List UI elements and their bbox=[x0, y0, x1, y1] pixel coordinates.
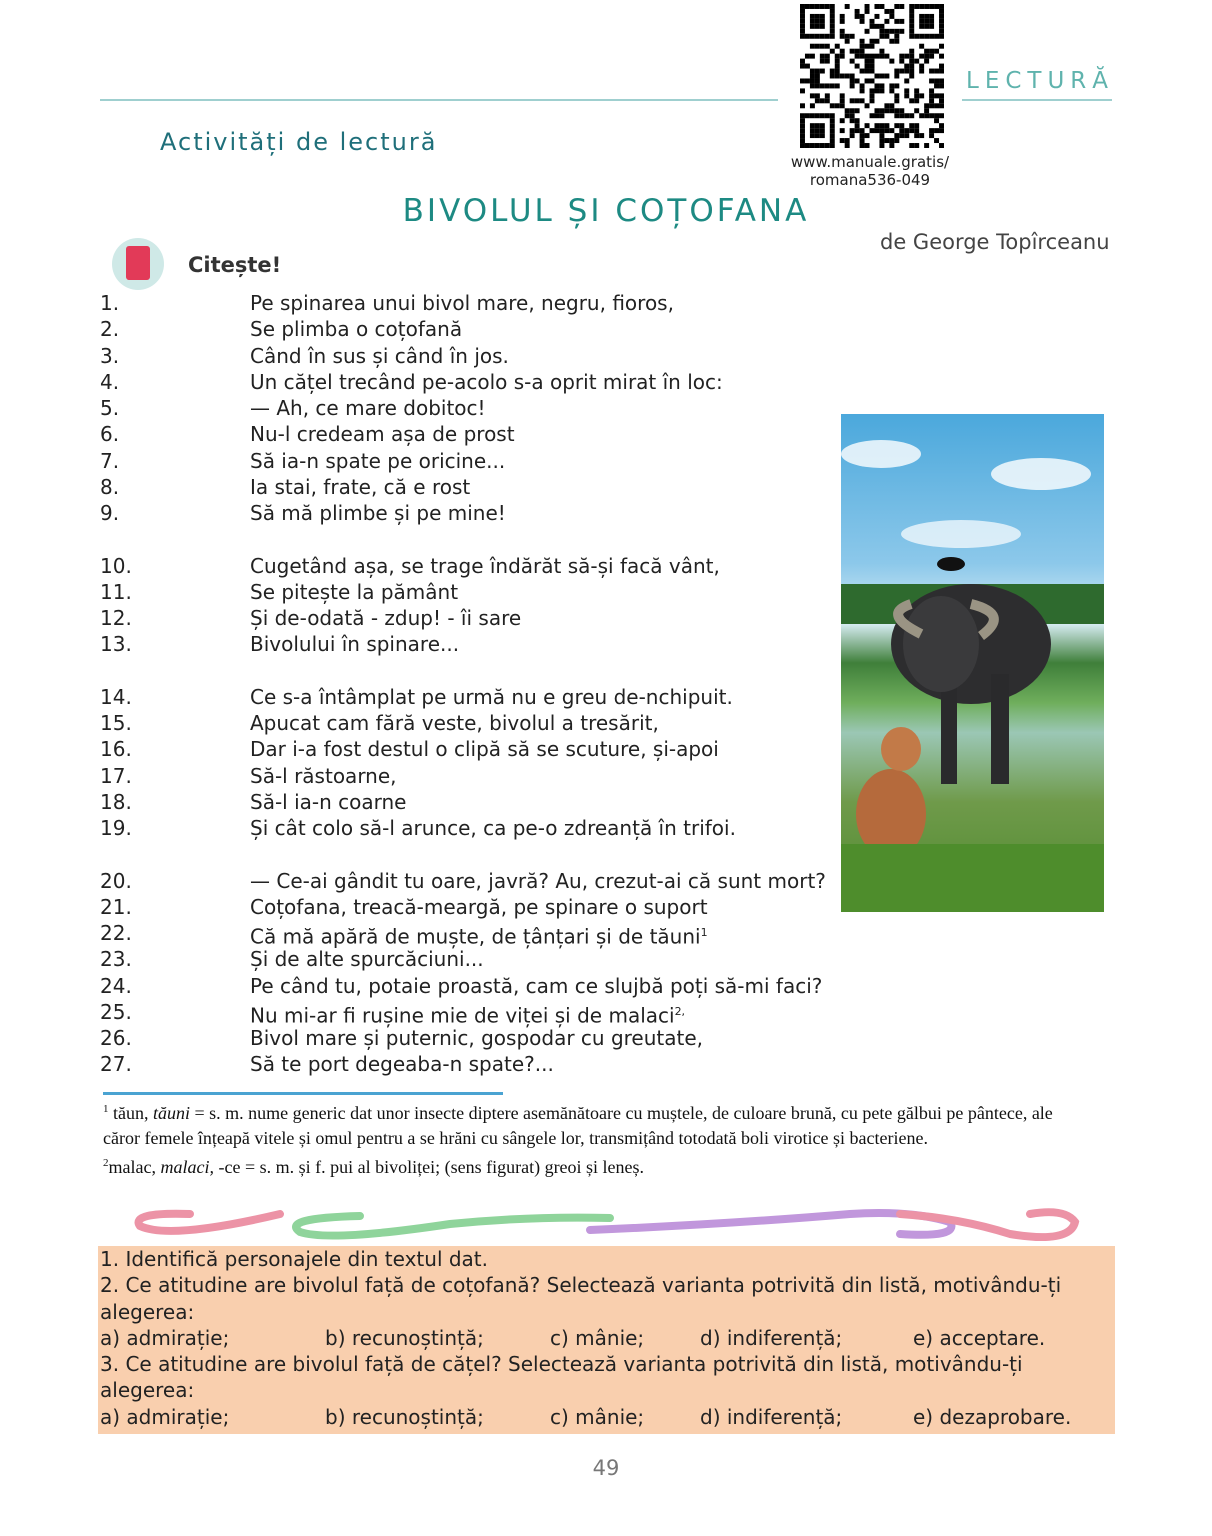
footnote-marker: 2 bbox=[103, 1157, 109, 1169]
footnote-word: tăun, bbox=[113, 1103, 149, 1123]
line-text bbox=[250, 1025, 703, 1051]
read-label: Citește! bbox=[188, 253, 282, 277]
line-number: 1. bbox=[100, 291, 120, 315]
line-number: 7. bbox=[100, 448, 120, 473]
line-number: 15. bbox=[100, 711, 132, 735]
line-text bbox=[250, 290, 674, 316]
line-text-content: — Ah, ce mare dobitoc! bbox=[250, 396, 486, 420]
buffalo-illustration bbox=[841, 414, 1104, 912]
footnote-text: = s. m. nume generic dat unor insecte diptere asemănătoare cu muștele, de culoare brună, cu pete gălbui pe pântece, ale căror femele înțeapă vitele și omul pentru a se hrăni cu sângele lor, transmițând totodată boli virotice și bacteriene. bbox=[103, 1103, 1053, 1148]
line-text bbox=[250, 999, 685, 1029]
line-text bbox=[250, 500, 506, 526]
footnote-ref: 2, bbox=[674, 1004, 686, 1018]
line-text bbox=[250, 1051, 554, 1077]
line-number: 8. bbox=[100, 474, 120, 499]
line-number: 13. bbox=[100, 632, 132, 657]
qr-url-line2: romana536-049 bbox=[809, 171, 931, 189]
line-number: 18. bbox=[100, 789, 132, 814]
line-text-content: Să mă plimbe și pe mine! bbox=[250, 501, 506, 525]
page-number: 49 bbox=[592, 1456, 620, 1480]
line-text-content: Bivol mare și puternic, gospodar cu greutate, bbox=[250, 1026, 704, 1050]
line-text-content: Să-l răstoarne, bbox=[250, 763, 397, 788]
line-number: 11. bbox=[100, 579, 132, 604]
line-text-content: Și cât colo să-l arunce, ca pe-o zdreanță în trifoi. bbox=[250, 816, 736, 840]
line-number: 23. bbox=[100, 947, 132, 972]
question-3-options bbox=[100, 1404, 1115, 1430]
line-text-content: Și de alte spurcăciuni... bbox=[250, 947, 484, 972]
line-number: 20. bbox=[100, 868, 132, 893]
footnotes bbox=[103, 1097, 1093, 1180]
question-2: 2. Ce atitudine are bivolul față de coțofană? Selectează varianta potrivită din listă, motivându-ți alegerea: bbox=[100, 1273, 1062, 1324]
line-text bbox=[250, 763, 397, 789]
line-text bbox=[250, 868, 826, 894]
questions-box bbox=[98, 1246, 1115, 1434]
option-c: c) mânie; bbox=[550, 1325, 645, 1350]
footnote-text: -ce = s. m. și f. pui al bivoliței; (sens figurat) greoi și leneș. bbox=[218, 1157, 645, 1177]
line-text-content: Ce s-a întâmplat pe urmă nu e greu de-nchipuit. bbox=[250, 684, 733, 709]
line-text-content: Coțofana, treacă-meargă, pe spinare o suport bbox=[250, 894, 708, 919]
line-text bbox=[250, 920, 708, 950]
line-number: 9. bbox=[100, 501, 120, 525]
footnote-marker: 1 bbox=[103, 1103, 109, 1115]
line-text-content: Ia stai, frate, că e rost bbox=[250, 474, 471, 499]
line-number: 24. bbox=[100, 973, 132, 998]
footnote-1 bbox=[103, 1097, 1093, 1151]
section-label: LECTURĂ bbox=[966, 68, 1115, 94]
line-text bbox=[250, 421, 515, 447]
line-text-content: Să-l ia-n coarne bbox=[250, 789, 407, 814]
line-text bbox=[250, 684, 733, 710]
line-number: 25. bbox=[100, 999, 132, 1024]
footnote-rule bbox=[103, 1092, 503, 1095]
line-number: 16. bbox=[100, 737, 132, 762]
line-text bbox=[250, 946, 484, 972]
line-number: 21. bbox=[100, 894, 132, 919]
qr-url-line1: www.manuale.gratis/ bbox=[790, 153, 950, 171]
option-a: a) admirație; bbox=[100, 1404, 230, 1429]
footnote-ref: 1 bbox=[700, 926, 708, 939]
line-text bbox=[250, 474, 470, 500]
footnote-plural: malaci, bbox=[160, 1157, 214, 1177]
line-text bbox=[250, 605, 521, 631]
line-text bbox=[250, 710, 659, 736]
question-2-options bbox=[100, 1325, 1115, 1351]
option-c: c) mânie; bbox=[550, 1404, 645, 1429]
line-text bbox=[250, 369, 723, 395]
footnote-plural: tăuni bbox=[153, 1103, 191, 1123]
line-number: 26. bbox=[100, 1026, 132, 1050]
line-text-content: Un cățel trecând pe-acolo s-a oprit mirat în loc: bbox=[250, 369, 723, 394]
line-number: 22. bbox=[100, 921, 132, 945]
line-text bbox=[250, 395, 486, 421]
decorative-divider bbox=[130, 1204, 1090, 1244]
line-text-content: Dar i-a fost destul o clipă să se scuture, și-apoi bbox=[250, 737, 719, 762]
line-text-content: Cugetând așa, se trage îndărăt să-și facă vânt, bbox=[250, 553, 720, 578]
book-icon bbox=[112, 238, 164, 290]
option-b: b) recunoștință; bbox=[325, 1325, 484, 1350]
line-text bbox=[250, 316, 462, 342]
line-number: 3. bbox=[100, 343, 120, 368]
question-3: 3. Ce atitudine are bivolul față de cățel? Selectează varianta potrivită din listă, motivându-ți alegerea: bbox=[100, 1352, 1023, 1403]
line-text bbox=[250, 343, 509, 369]
line-number: 27. bbox=[100, 1052, 132, 1077]
line-text-content: Bivolului în spinare... bbox=[250, 632, 460, 657]
option-d: d) indiferență; bbox=[700, 1404, 843, 1429]
line-text-content: Nu mi-ar fi rușine mie de viței și de malaci bbox=[250, 1003, 675, 1028]
line-number: 4. bbox=[100, 369, 120, 394]
header-rule-right bbox=[962, 99, 1112, 101]
line-text-content: Să te port degeaba-n spate?... bbox=[250, 1052, 554, 1077]
line-text-content: Că mă apără de muște, de țânțari și de tăuni bbox=[250, 924, 701, 949]
line-text-content: Se pitește la pământ bbox=[250, 579, 459, 604]
question-1: 1. Identifică personajele din textul dat. bbox=[100, 1247, 489, 1271]
line-text-content: Se plimba o coțofană bbox=[250, 317, 463, 342]
footnote-word: malac, bbox=[108, 1157, 156, 1177]
line-text bbox=[250, 894, 708, 920]
line-number: 14. bbox=[100, 684, 132, 709]
line-number: 10. bbox=[100, 553, 132, 578]
line-text bbox=[250, 789, 406, 815]
option-e: e) acceptare. bbox=[913, 1325, 1046, 1350]
line-text bbox=[250, 579, 458, 605]
line-text bbox=[250, 973, 822, 999]
line-text bbox=[250, 448, 505, 474]
option-d: d) indiferență; bbox=[700, 1325, 843, 1350]
line-text-content: Pe spinarea unui bivol mare, negru, fioros, bbox=[250, 291, 674, 315]
header-rule-left bbox=[100, 99, 778, 101]
footnote-2 bbox=[103, 1151, 1093, 1180]
line-number: 12. bbox=[100, 606, 132, 630]
line-text-content: Apucat cam fără veste, bivolul a tresărit, bbox=[250, 711, 659, 735]
line-number: 17. bbox=[100, 763, 132, 788]
line-text-content: Nu-l credeam așa de prost bbox=[250, 422, 515, 447]
option-b: b) recunoștință; bbox=[325, 1404, 484, 1429]
page-title: BIVOLUL ȘI COȚOFANA bbox=[402, 193, 810, 229]
line-number: 19. bbox=[100, 816, 132, 840]
line-text-content: Pe când tu, potaie proastă, cam ce slujbă poți să-mi faci? bbox=[250, 973, 823, 998]
activity-heading: Activități de lectură bbox=[160, 128, 438, 156]
line-text-content: — Ce-ai gândit tu oare, javră? Au, crezut-ai că sunt mort? bbox=[250, 868, 826, 893]
author: de George Topîrceanu bbox=[880, 230, 1110, 254]
option-e: e) dezaprobare. bbox=[913, 1404, 1072, 1429]
line-text-content: Să ia-n spate pe oricine... bbox=[250, 448, 506, 473]
line-text bbox=[250, 631, 459, 657]
line-text bbox=[250, 736, 719, 762]
line-text-content: Și de-odată - zdup! - îi sare bbox=[250, 606, 522, 630]
line-text bbox=[250, 815, 736, 841]
line-number: 6. bbox=[100, 422, 120, 447]
option-a: a) admirație; bbox=[100, 1325, 230, 1350]
line-number: 5. bbox=[100, 396, 120, 420]
line-text bbox=[250, 553, 720, 579]
qr-url bbox=[770, 153, 970, 189]
line-text-content: Când în sus și când în jos. bbox=[250, 343, 509, 368]
line-number: 2. bbox=[100, 317, 120, 342]
qr-code[interactable] bbox=[800, 4, 944, 148]
